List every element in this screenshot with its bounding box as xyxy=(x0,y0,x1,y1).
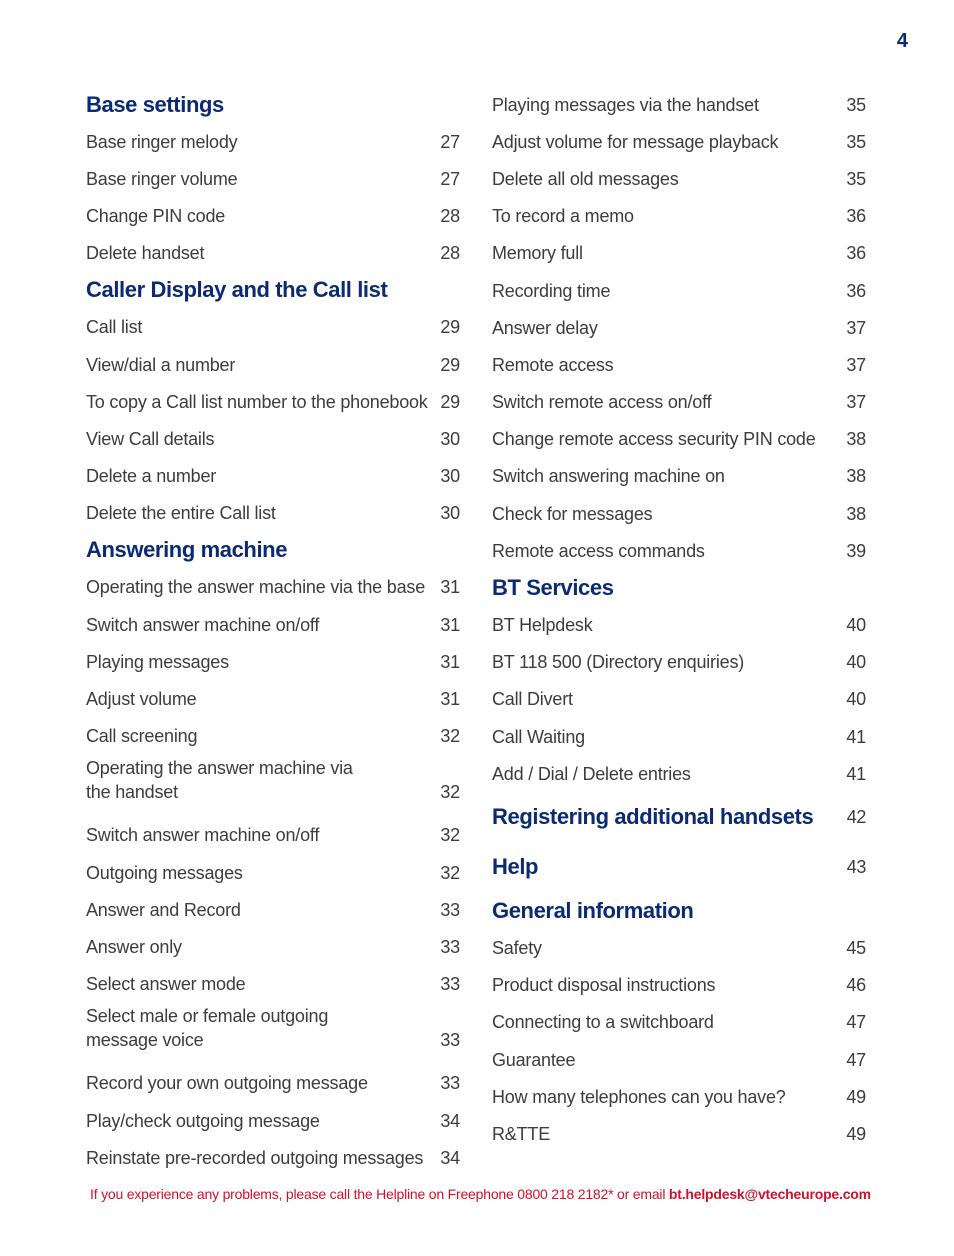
toc-entry-label: Reinstate pre-recorded outgoing messages xyxy=(86,1147,424,1168)
toc-entry-label xyxy=(86,755,440,804)
toc-entry[interactable] xyxy=(492,1041,866,1078)
toc-entry-label: Change remote access security PIN code xyxy=(492,429,816,450)
toc-entry-page: 36 xyxy=(846,243,866,264)
toc-entry-label: Switch answering machine on xyxy=(492,466,725,487)
toc-entry-label-line2: message voice xyxy=(86,1029,204,1050)
toc-entry[interactable] xyxy=(86,235,460,272)
footer-email[interactable]: bt.helpdesk@vtecheurope.com xyxy=(668,1186,871,1202)
toc-entry[interactable] xyxy=(492,532,866,569)
toc-entry-page: 32 xyxy=(440,726,460,747)
toc-entry[interactable] xyxy=(86,718,460,755)
toc-entry[interactable] xyxy=(492,123,866,160)
toc-entry-label: Playing messages xyxy=(86,651,229,672)
toc-entry-label: Record your own outgoing message xyxy=(86,1073,368,1094)
toc-entry[interactable] xyxy=(492,606,866,643)
section-heading-label: Registering additional handsets xyxy=(492,804,814,830)
toc-entry[interactable] xyxy=(86,1139,460,1176)
toc-entry[interactable] xyxy=(492,421,866,458)
section-heading-label: General information xyxy=(492,897,694,923)
toc-entry-page: 39 xyxy=(846,540,866,561)
toc-entry[interactable] xyxy=(86,854,460,891)
toc-entry-label: Answer delay xyxy=(492,317,598,338)
section-heading-label: Caller Display and the Call list xyxy=(86,277,388,303)
toc-entry-label: Safety xyxy=(492,937,542,958)
toc-entry-page: 31 xyxy=(440,614,460,635)
toc-entry-label: View/dial a number xyxy=(86,354,236,375)
toc-entry[interactable] xyxy=(86,123,460,160)
toc-entry[interactable] xyxy=(492,309,866,346)
toc-entry-label-line2: the handset xyxy=(86,781,178,802)
toc-entry-label: Switch answer machine on/off xyxy=(86,614,320,635)
toc-entry-page: 46 xyxy=(846,975,866,996)
toc-entry-label: Remote access xyxy=(492,354,614,375)
toc-entry-label: Remote access commands xyxy=(492,540,705,561)
toc-entry-page: 37 xyxy=(846,392,866,413)
toc-entry-page: 28 xyxy=(440,205,460,226)
toc-entry-label: Base ringer melody xyxy=(86,131,238,152)
toc-entry[interactable] xyxy=(86,160,460,197)
toc-entry-label: Call list xyxy=(86,317,143,338)
toc-entry-page: 28 xyxy=(440,243,460,264)
toc-entry[interactable] xyxy=(86,817,460,854)
toc-entry[interactable] xyxy=(492,384,866,421)
toc-entry[interactable] xyxy=(492,644,866,681)
section-heading xyxy=(86,532,460,569)
toc-entry[interactable] xyxy=(492,681,866,718)
section-heading-label: Base settings xyxy=(86,91,224,117)
toc-entry-page: 32 xyxy=(440,862,460,883)
toc-entry[interactable] xyxy=(86,606,460,643)
toc-entry-label: Product disposal instructions xyxy=(492,975,716,996)
toc-entry-label: Memory full xyxy=(492,243,583,264)
toc-entry-page: 35 xyxy=(846,131,866,152)
toc-entry-page: 47 xyxy=(846,1012,866,1033)
toc-entry-page: 34 xyxy=(440,1147,460,1168)
toc-entry[interactable] xyxy=(86,309,460,346)
toc-entry-label xyxy=(86,1003,440,1052)
toc-entry[interactable] xyxy=(86,458,460,495)
toc-entry-page: 30 xyxy=(440,503,460,524)
toc-entry[interactable] xyxy=(86,1102,460,1139)
toc-right-column xyxy=(492,86,866,1153)
toc-entry[interactable] xyxy=(86,569,460,606)
toc-entry-label: Call Waiting xyxy=(492,726,585,747)
toc-entry-page: 30 xyxy=(440,428,460,449)
toc-entry[interactable] xyxy=(492,495,866,532)
toc-entry-label: BT 118 500 (Directory enquiries) xyxy=(492,652,745,673)
toc-entry-page: 27 xyxy=(440,168,460,189)
toc-entry-label: Delete all old messages xyxy=(492,168,679,189)
toc-entry-label: Switch answer machine on/off xyxy=(86,825,320,846)
toc-entry-label: Check for messages xyxy=(492,503,653,524)
toc-entry-label: Playing messages via the handset xyxy=(492,94,759,115)
toc-entry[interactable] xyxy=(86,197,460,234)
toc-entry-label: Base ringer volume xyxy=(86,168,238,189)
toc-entry[interactable] xyxy=(492,346,866,383)
toc-entry-label-line1: Operating the answer machine via xyxy=(86,757,353,778)
toc-entry-label-line1: Select male or female outgoing xyxy=(86,1005,329,1026)
toc-entry[interactable] xyxy=(492,160,866,197)
toc-entry-label: Delete handset xyxy=(86,243,205,264)
toc-entry-label: Switch remote access on/off xyxy=(492,392,712,413)
toc-entry-page: 36 xyxy=(846,206,866,227)
section-heading xyxy=(86,272,460,309)
toc-entry-page: 38 xyxy=(846,429,866,450)
toc-entry-label: Connecting to a switchboard xyxy=(492,1012,714,1033)
toc-entry-page: 49 xyxy=(846,1086,866,1107)
toc-entry-label: BT Helpdesk xyxy=(492,615,593,636)
toc-entry-label: Operating the answer machine via the base xyxy=(86,577,426,598)
toc-entry-page: 35 xyxy=(846,94,866,115)
section-heading xyxy=(492,892,866,929)
toc-entry-page: 41 xyxy=(846,763,866,784)
toc-entry-page: 31 xyxy=(440,651,460,672)
toc-entry[interactable] xyxy=(86,1065,460,1102)
toc-entry-label: R&TTE xyxy=(492,1123,551,1144)
toc-entry-page: 45 xyxy=(846,937,866,958)
toc-entry[interactable] xyxy=(86,755,460,817)
toc-entry-page: 29 xyxy=(440,317,460,338)
toc-entry[interactable] xyxy=(492,198,866,235)
toc-entry-label: Delete a number xyxy=(86,466,217,487)
toc-entry[interactable] xyxy=(492,1115,866,1152)
toc-entry[interactable] xyxy=(86,383,460,420)
toc-entry-page: 40 xyxy=(846,689,866,710)
toc-entry-page: 34 xyxy=(440,1110,460,1131)
toc-entry[interactable] xyxy=(86,643,460,680)
toc-entry-page: 40 xyxy=(846,652,866,673)
toc-entry-label: Call screening xyxy=(86,726,198,747)
toc-entry-label: To copy a Call list number to the phonebook xyxy=(86,391,428,412)
toc-entry-page: 38 xyxy=(846,466,866,487)
section-heading xyxy=(492,792,866,842)
toc-entry-label: Adjust volume xyxy=(86,689,197,710)
toc-entry-label: To record a memo xyxy=(492,206,634,227)
section-heading xyxy=(492,842,866,892)
toc-entry-label: Delete the entire Call list xyxy=(86,503,276,524)
helpline-footer xyxy=(90,1186,871,1202)
section-heading-label: Answering machine xyxy=(86,537,288,563)
toc-entry-page: 49 xyxy=(846,1123,866,1144)
toc-entry[interactable] xyxy=(492,1004,866,1041)
section-heading-label: BT Services xyxy=(492,574,614,600)
toc-entry-page: 33 xyxy=(440,1073,460,1094)
toc-entry-page: 33 xyxy=(440,936,460,957)
toc-entry-label: Guarantee xyxy=(492,1049,576,1070)
toc-entry[interactable] xyxy=(86,346,460,383)
toc-entry[interactable] xyxy=(492,755,866,792)
toc-entry-page: 29 xyxy=(440,391,460,412)
toc-entry-label: Call Divert xyxy=(492,689,573,710)
toc-entry-page: 38 xyxy=(846,503,866,524)
toc-entry-page: 31 xyxy=(440,577,460,598)
toc-entry[interactable] xyxy=(86,928,460,965)
toc-entry[interactable] xyxy=(492,967,866,1004)
toc-entry-label: Adjust volume for message playback xyxy=(492,131,779,152)
toc-entry-label: View Call details xyxy=(86,428,215,449)
page-number: 4 xyxy=(896,30,908,52)
toc-entry-page: 41 xyxy=(846,726,866,747)
toc-entry[interactable] xyxy=(86,1003,460,1065)
toc-entry-page: 36 xyxy=(846,280,866,301)
toc-entry[interactable] xyxy=(492,235,866,272)
toc-entry-page: 47 xyxy=(846,1049,866,1070)
toc-entry[interactable] xyxy=(86,420,460,457)
toc-entry[interactable] xyxy=(86,966,460,1003)
toc-entry-label: Answer and Record xyxy=(86,899,241,920)
toc-entry[interactable] xyxy=(86,680,460,717)
toc-entry-page: 29 xyxy=(440,354,460,375)
toc-entry-label: Add / Dial / Delete entries xyxy=(492,763,691,784)
toc-entry-page: 35 xyxy=(846,168,866,189)
section-page-number: 42 xyxy=(846,806,866,827)
toc-left-column xyxy=(86,86,460,1176)
toc-entry[interactable] xyxy=(492,929,866,966)
toc-entry-page: 33 xyxy=(440,974,460,995)
toc-entry[interactable] xyxy=(492,86,866,123)
toc-entry[interactable] xyxy=(492,718,866,755)
toc-entry-label: Change PIN code xyxy=(86,205,226,226)
toc-entry-page: 37 xyxy=(846,317,866,338)
toc-entry-page: 33 xyxy=(440,899,460,920)
toc-entry[interactable] xyxy=(492,458,866,495)
toc-entry-label: Play/check outgoing message xyxy=(86,1110,320,1131)
toc-entry-page: 31 xyxy=(440,689,460,710)
section-heading xyxy=(86,86,460,123)
toc-entry-label: Select answer mode xyxy=(86,974,246,995)
toc-entry-page: 33 xyxy=(440,1029,460,1050)
section-heading xyxy=(492,569,866,606)
section-page-number: 43 xyxy=(846,856,866,877)
toc-entry-page: 32 xyxy=(440,781,460,802)
footer-text: If you experience any problems, please call the Helpline on Freephone 0800 218 2182* or email xyxy=(90,1186,669,1202)
toc-entry[interactable] xyxy=(86,495,460,532)
toc-entry-label: How many telephones can you have? xyxy=(492,1086,786,1107)
toc-entry-page: 30 xyxy=(440,466,460,487)
toc-entry-label: Answer only xyxy=(86,936,182,957)
toc-entry-label: Recording time xyxy=(492,280,611,301)
toc-entry-page: 27 xyxy=(440,131,460,152)
toc-entry[interactable] xyxy=(492,272,866,309)
toc-entry[interactable] xyxy=(492,1078,866,1115)
toc-entry-label: Outgoing messages xyxy=(86,862,243,883)
toc-entry-page: 40 xyxy=(846,615,866,636)
toc-entry[interactable] xyxy=(86,891,460,928)
toc-entry-page: 32 xyxy=(440,825,460,846)
section-heading-label: Help xyxy=(492,854,539,880)
toc-entry-page: 37 xyxy=(846,354,866,375)
